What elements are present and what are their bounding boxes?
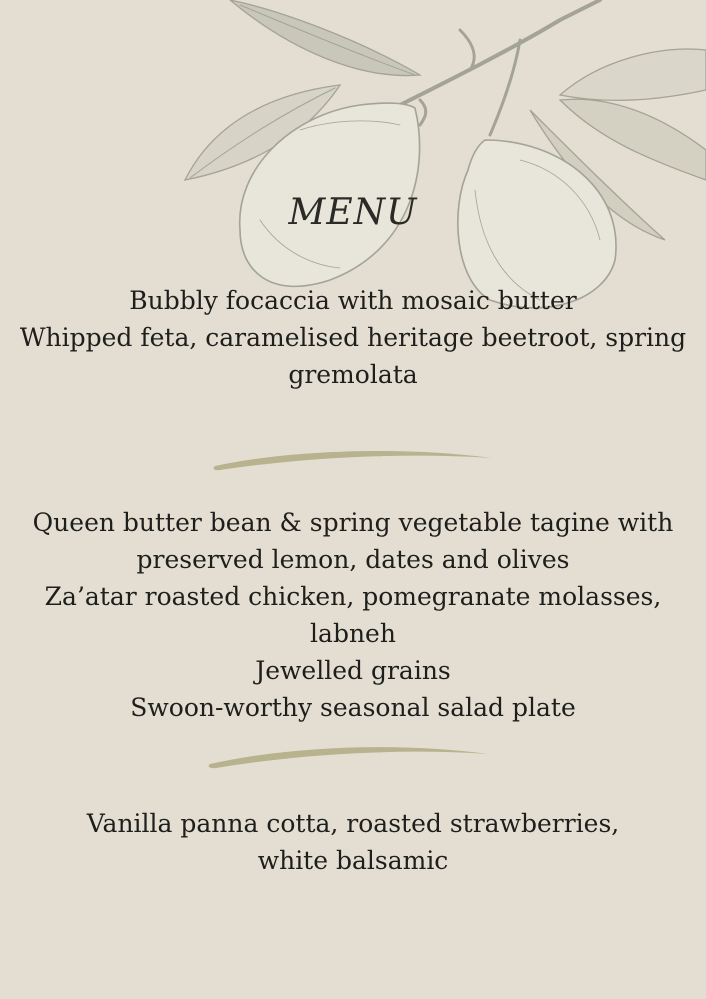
mains-section xyxy=(0,504,706,726)
menu-item: Swoon-worthy seasonal salad plate xyxy=(130,693,576,722)
brush-stroke-divider xyxy=(0,440,706,480)
menu-item: Whipped feta, caramelised heritage beetroot, spring xyxy=(19,323,687,352)
menu-item: gremolata xyxy=(288,360,418,389)
brush-stroke-divider xyxy=(0,738,706,778)
starters-section xyxy=(0,282,706,393)
menu-item: Queen butter bean & spring vegetable tagine with xyxy=(32,508,674,537)
menu-item: white balsamic xyxy=(257,846,449,875)
menu-item: Jewelled grains xyxy=(255,656,451,685)
lemon-branch-illustration xyxy=(0,0,706,320)
menu-title: MENU xyxy=(288,192,418,233)
menu-item: preserved lemon, dates and olives xyxy=(136,545,570,574)
menu-item: Vanilla panna cotta, roasted strawberries, xyxy=(86,809,620,838)
menu-item: Za’atar roasted chicken, pomegranate molasses, labneh xyxy=(44,582,662,648)
menu-item: Bubbly focaccia with mosaic butter xyxy=(129,286,577,315)
dessert-section xyxy=(0,805,706,879)
